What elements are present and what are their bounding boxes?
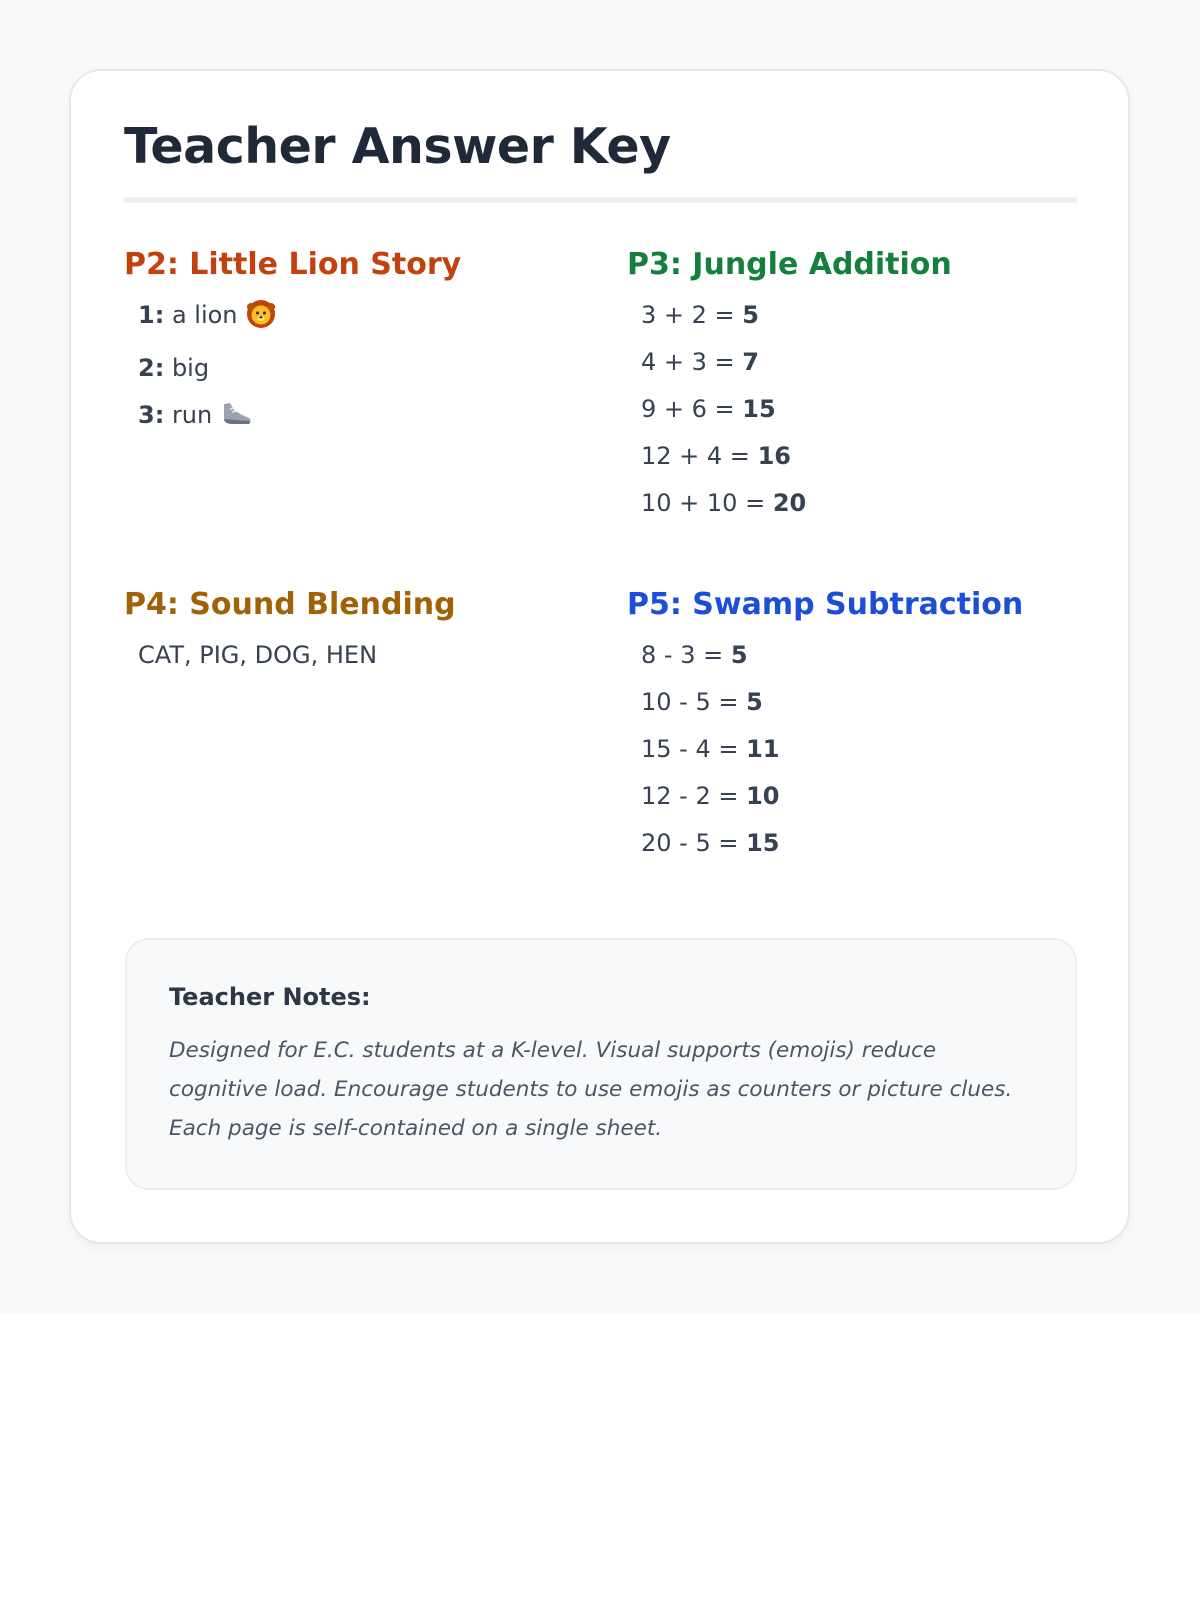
math-expression: 3 + 2 = (641, 301, 735, 329)
list-item (641, 433, 952, 480)
math-expression: 10 - 5 = (641, 688, 739, 716)
list-item (641, 773, 1023, 820)
list-item (138, 345, 461, 392)
list-item (641, 339, 952, 386)
section-heading-p5: P5: Swamp Subtraction (627, 587, 1024, 622)
answer-number: 3: (138, 401, 165, 429)
list-item (641, 726, 1023, 773)
section-heading-p3: P3: Jungle Addition (627, 247, 952, 282)
math-answer: 5 (730, 641, 748, 669)
list-item (138, 392, 461, 445)
section-heading-p4: P4: Sound Blending (124, 587, 456, 622)
lion-face-icon (246, 298, 276, 345)
teacher-notes-title: Teacher Notes: (169, 983, 371, 1011)
math-answer: 7 (742, 348, 759, 376)
running-shoe-icon (220, 398, 252, 445)
math-expression: 4 + 3 = (641, 348, 735, 376)
list-item (641, 679, 1023, 726)
answer-text: big (171, 354, 210, 382)
answer-text: a lion (171, 301, 238, 329)
math-expression: 15 - 4 = (641, 735, 739, 763)
teacher-notes-body: Designed for E.C. students at a K-level. Visual supports (emojis) reduce cognitive load. Encourage students to use emojis as counters or picture clues. Each page is self-contained on a single sheet. (169, 1038, 1013, 1141)
section-p2 (124, 247, 461, 445)
math-answer: 10 (746, 782, 780, 810)
section-p3 (627, 247, 952, 527)
list-item (641, 386, 952, 433)
list-item (641, 820, 1023, 867)
math-answer: 16 (757, 442, 791, 470)
math-expression: 12 + 4 = (641, 442, 750, 470)
answer-list-p3 (627, 292, 952, 527)
math-answer: 15 (742, 395, 776, 423)
title-divider (124, 197, 1077, 203)
list-item (138, 292, 461, 345)
list-item (641, 480, 952, 527)
answer-number: 1: (138, 301, 165, 329)
math-expression: 20 - 5 = (641, 829, 739, 857)
math-answer: 5 (742, 301, 759, 329)
answer-text: run (171, 401, 213, 429)
page-title: Teacher Answer Key (124, 118, 671, 175)
answer-list-p2 (124, 292, 461, 445)
math-answer: 5 (746, 688, 763, 716)
list-item (641, 292, 952, 339)
math-answer: 20 (772, 489, 807, 517)
list-item (641, 632, 1023, 679)
section-heading-p2: P2: Little Lion Story (124, 247, 462, 282)
math-expression: 12 - 2 = (641, 782, 739, 810)
teacher-notes-box (125, 938, 1077, 1190)
math-expression: 9 + 6 = (641, 395, 735, 423)
sound-blending-answers: CAT, PIG, DOG, HEN (138, 641, 378, 669)
section-p4 (124, 587, 456, 679)
math-answer: 11 (746, 735, 780, 763)
math-expression: 10 + 10 = (641, 489, 766, 517)
section-p5 (627, 587, 1023, 867)
math-expression: 8 - 3 = (641, 641, 724, 669)
math-answer: 15 (746, 829, 780, 857)
answer-list-p5 (627, 632, 1023, 867)
answer-number: 2: (138, 354, 165, 382)
